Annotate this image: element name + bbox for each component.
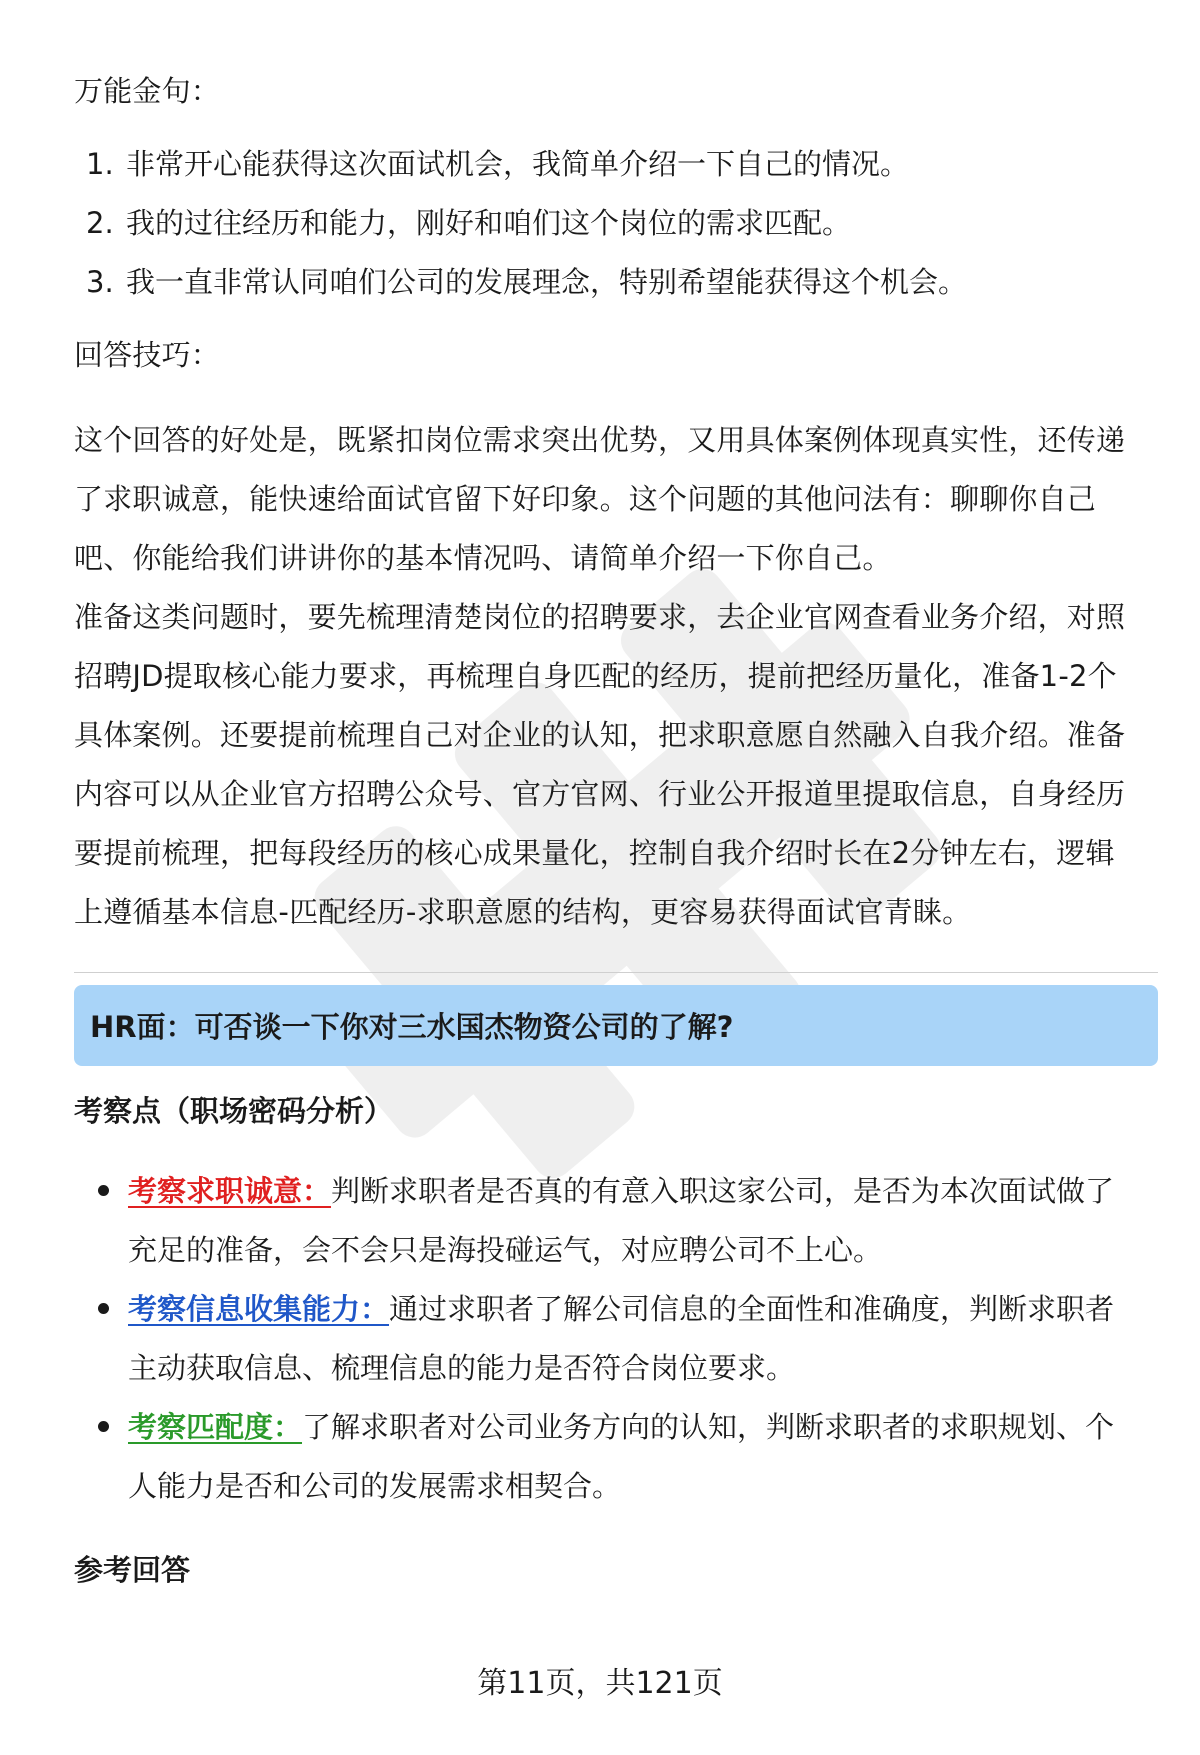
keyword-fit: 考察匹配度： bbox=[128, 1410, 303, 1444]
paragraph-line: 要提前梳理，把每段经历的核心成果量化，控制自我介绍时长在2分钟左右，逻辑 bbox=[74, 836, 1115, 870]
item-text: 人能力是否和公司的发展需求相契合。 bbox=[128, 1469, 622, 1503]
tips-paragraph-2 bbox=[74, 588, 1158, 942]
list-item bbox=[74, 253, 1158, 312]
paragraph-line: 上遵循基本信息-匹配经历-求职意愿的结构，更容易获得面试官青睐。 bbox=[74, 895, 972, 929]
item-text: 充足的准备，会不会只是海投碰运气，对应聘公司不上心。 bbox=[128, 1233, 883, 1267]
keyword-sincerity: 考察求职诚意： bbox=[128, 1174, 332, 1208]
analysis-item-info-gathering bbox=[74, 1280, 1158, 1398]
page-footer: 第11页，共121页 bbox=[477, 1666, 723, 1701]
item-text: 了解求职者对公司业务方向的认知，判断求职者的求职规划、个 bbox=[302, 1410, 1115, 1444]
list-number: 1. bbox=[86, 147, 114, 181]
bullet-icon bbox=[98, 1303, 109, 1314]
paragraph-line: 了求职诚意，能快速给面试官留下好印象。这个问题的其他问法有：聊聊你自己 bbox=[74, 482, 1097, 516]
list-item bbox=[74, 135, 1158, 194]
list-text: 非常开心能获得这次面试机会，我简单介绍一下自己的情况。 bbox=[126, 147, 910, 181]
paragraph-line: 吧、你能给我们讲讲你的基本情况吗、请简单介绍一下你自己。 bbox=[74, 541, 892, 575]
analysis-list bbox=[74, 1162, 1158, 1516]
golden-sentences-list bbox=[74, 135, 1158, 312]
paragraph-line: 这个回答的好处是，既紧扣岗位需求突出优势，又用具体案例体现真实性，还传递 bbox=[74, 423, 1126, 457]
keyword-info-gathering: 考察信息收集能力： bbox=[128, 1292, 390, 1326]
item-text: 判断求职者是否真的有意入职这家公司，是否为本次面试做了 bbox=[331, 1174, 1115, 1208]
item-text: 主动获取信息、梳理信息的能力是否符合岗位要求。 bbox=[128, 1351, 796, 1385]
list-number: 2. bbox=[86, 206, 114, 240]
list-text: 我一直非常认同咱们公司的发展理念，特别希望能获得这个机会。 bbox=[126, 265, 968, 299]
analysis-title: 考察点（职场密码分析） bbox=[74, 1094, 394, 1128]
question-banner bbox=[74, 985, 1158, 1066]
bullet-icon bbox=[98, 1185, 109, 1196]
analysis-item-sincerity bbox=[74, 1162, 1158, 1280]
list-item bbox=[74, 194, 1158, 253]
bullet-icon bbox=[98, 1421, 109, 1432]
reference-answer-title: 参考回答 bbox=[74, 1553, 191, 1587]
question-text: HR面：可否谈一下你对三水国杰物资公司的了解? bbox=[90, 1010, 734, 1044]
analysis-item-fit bbox=[74, 1398, 1158, 1516]
answer-tips-label: 回答技巧： bbox=[74, 338, 221, 372]
tips-paragraph-1 bbox=[74, 411, 1158, 588]
document-content bbox=[74, 62, 1158, 1600]
section-divider bbox=[74, 972, 1158, 973]
golden-sentences-label: 万能金句： bbox=[74, 74, 221, 108]
item-text: 通过求职者了解公司信息的全面性和准确度，判断求职者 bbox=[389, 1292, 1115, 1326]
paragraph-line: 招聘JD提取核心能力要求，再梳理自身匹配的经历，提前把经历量化，准备1-2个 bbox=[74, 659, 1117, 693]
paragraph-line: 内容可以从企业官方招聘公众号、官方官网、行业公开报道里提取信息，自身经历 bbox=[74, 777, 1126, 811]
paragraph-line: 准备这类问题时，要先梳理清楚岗位的招聘要求，去企业官网查看业务介绍，对照 bbox=[74, 600, 1126, 634]
list-text: 我的过往经历和能力，刚好和咱们这个岗位的需求匹配。 bbox=[126, 206, 852, 240]
list-number: 3. bbox=[86, 265, 114, 299]
paragraph-line: 具体案例。还要提前梳理自己对企业的认知，把求职意愿自然融入自我介绍。准备 bbox=[74, 718, 1126, 752]
